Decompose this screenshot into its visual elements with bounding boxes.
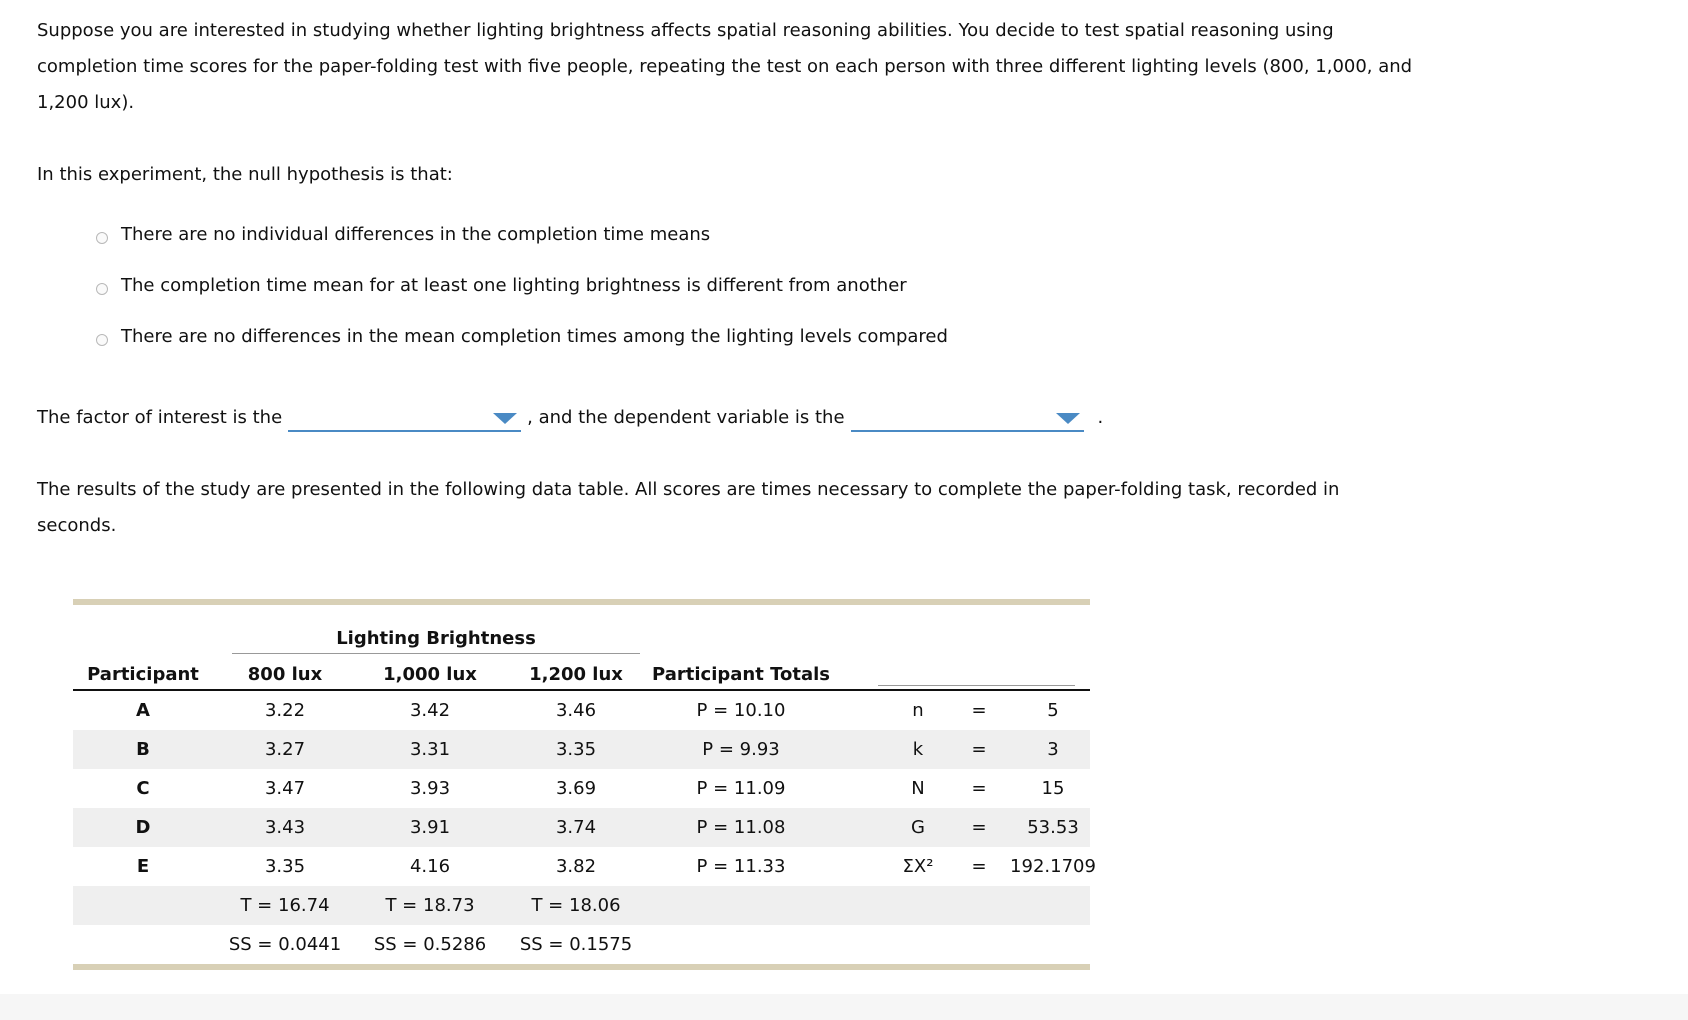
header-800-lux: 800 lux xyxy=(247,664,323,685)
stat-equals: = xyxy=(971,778,987,799)
participant-total-cell: P = 9.93 xyxy=(702,739,780,760)
group-header-underline xyxy=(232,653,640,654)
option-no-differences-among-levels[interactable] xyxy=(96,316,948,367)
participant-total-cell: P = 10.10 xyxy=(696,700,786,721)
table-row xyxy=(73,769,1090,808)
stat-symbol: N xyxy=(911,778,925,799)
chevron-down-icon xyxy=(493,413,517,424)
stat-value: 3 xyxy=(1047,739,1059,760)
participant-total-cell: P = 11.08 xyxy=(696,817,786,838)
treatment-total-row xyxy=(73,886,1090,925)
score-cell: 3.42 xyxy=(409,700,451,721)
header-1000-lux: 1,000 lux xyxy=(383,664,477,685)
dependent-variable-dropdown[interactable] xyxy=(851,404,1084,432)
score-cell: 3.47 xyxy=(264,778,306,799)
participant-cell: B xyxy=(136,739,150,760)
ss-cell: SS = 0.0441 xyxy=(228,934,342,955)
null-hypothesis-question: In this experiment, the null hypothesis is that: xyxy=(37,164,453,185)
score-cell: 4.16 xyxy=(409,856,451,877)
ss-cell: SS = 0.5286 xyxy=(373,934,487,955)
stat-equals: = xyxy=(971,856,987,877)
results-paragraph: The results of the study are presented in the following data table. All scores are times necessary to complete the paper-folding task, recorded in seconds. xyxy=(37,479,1340,536)
participant-cell: A xyxy=(136,700,150,721)
score-cell: 3.82 xyxy=(555,856,597,877)
score-cell: 3.43 xyxy=(264,817,306,838)
stat-equals: = xyxy=(971,700,987,721)
stat-value: 15 xyxy=(1041,778,1065,799)
treatment-total-cell: T = 16.74 xyxy=(240,895,330,916)
radio-button[interactable] xyxy=(96,232,108,244)
intro-paragraph: Suppose you are interested in studying whether lighting brightness affects spatial reasoning abilities. You decide to test spatial reasoning using completion time scores for the paper-folding test with five people, repeating the test on each person with three different lighting levels (800, 1,000, and 1,200 lux). xyxy=(37,20,1413,113)
null-hypothesis-options xyxy=(96,214,948,367)
participant-header: Participant xyxy=(87,664,199,685)
score-cell: 3.74 xyxy=(555,817,597,838)
stat-value: 53.53 xyxy=(1027,817,1079,838)
stat-equals: = xyxy=(971,739,987,760)
lighting-brightness-header: Lighting Brightness xyxy=(336,628,536,649)
participant-cell: D xyxy=(135,817,151,838)
sentence-part-3: . xyxy=(1097,407,1104,428)
treatment-total-cell: T = 18.06 xyxy=(531,895,621,916)
chevron-down-icon xyxy=(1056,413,1080,424)
participant-total-cell: P = 11.09 xyxy=(696,778,786,799)
score-cell: 3.27 xyxy=(264,739,306,760)
score-cell: 3.35 xyxy=(264,856,306,877)
score-cell: 3.69 xyxy=(555,778,597,799)
header-1200-lux: 1,200 lux xyxy=(529,664,623,685)
sentence-part-2: , and the dependent variable is the xyxy=(527,407,845,428)
factor-sentence xyxy=(37,404,1103,432)
stat-symbol: G xyxy=(911,817,925,838)
option-no-individual-differences[interactable] xyxy=(96,214,948,265)
score-cell: 3.93 xyxy=(409,778,451,799)
option-at-least-one-different[interactable] xyxy=(96,265,948,316)
participant-cell: C xyxy=(136,778,150,799)
stat-value: 192.1709 xyxy=(1010,856,1096,877)
participant-total-cell: P = 11.33 xyxy=(696,856,786,877)
factor-dropdown[interactable] xyxy=(288,404,521,432)
stat-symbol: n xyxy=(912,700,924,721)
table-row xyxy=(73,808,1090,847)
sentence-part-1: The factor of interest is the xyxy=(37,407,283,428)
score-cell: 3.22 xyxy=(264,700,306,721)
ss-cell: SS = 0.1575 xyxy=(519,934,633,955)
bottom-band xyxy=(0,994,1688,1020)
participant-totals-header: Participant Totals xyxy=(652,664,830,685)
score-cell: 3.91 xyxy=(409,817,451,838)
table-bottom-border xyxy=(73,964,1090,970)
option-label: The completion time mean for at least one lighting brightness is different from another xyxy=(121,275,907,296)
table-row xyxy=(73,730,1090,769)
radio-button[interactable] xyxy=(96,283,108,295)
participant-cell: E xyxy=(136,856,150,877)
option-label: There are no differences in the mean completion times among the lighting levels compared xyxy=(121,326,948,347)
table-row xyxy=(73,847,1096,886)
stat-symbol: k xyxy=(912,739,924,760)
table-row xyxy=(73,691,1090,730)
radio-button[interactable] xyxy=(96,334,108,346)
score-cell: 3.35 xyxy=(555,739,597,760)
table-header xyxy=(73,605,1090,689)
sum-of-squares-row xyxy=(73,925,1090,964)
data-table xyxy=(73,599,1096,970)
stat-symbol: ΣX² xyxy=(902,856,934,877)
option-label: There are no individual differences in the completion time means xyxy=(121,224,711,245)
treatment-total-cell: T = 18.73 xyxy=(385,895,475,916)
stat-value: 5 xyxy=(1047,700,1059,721)
stats-header-underline xyxy=(878,685,1075,686)
stat-equals: = xyxy=(971,817,987,838)
score-cell: 3.31 xyxy=(409,739,451,760)
score-cell: 3.46 xyxy=(555,700,597,721)
